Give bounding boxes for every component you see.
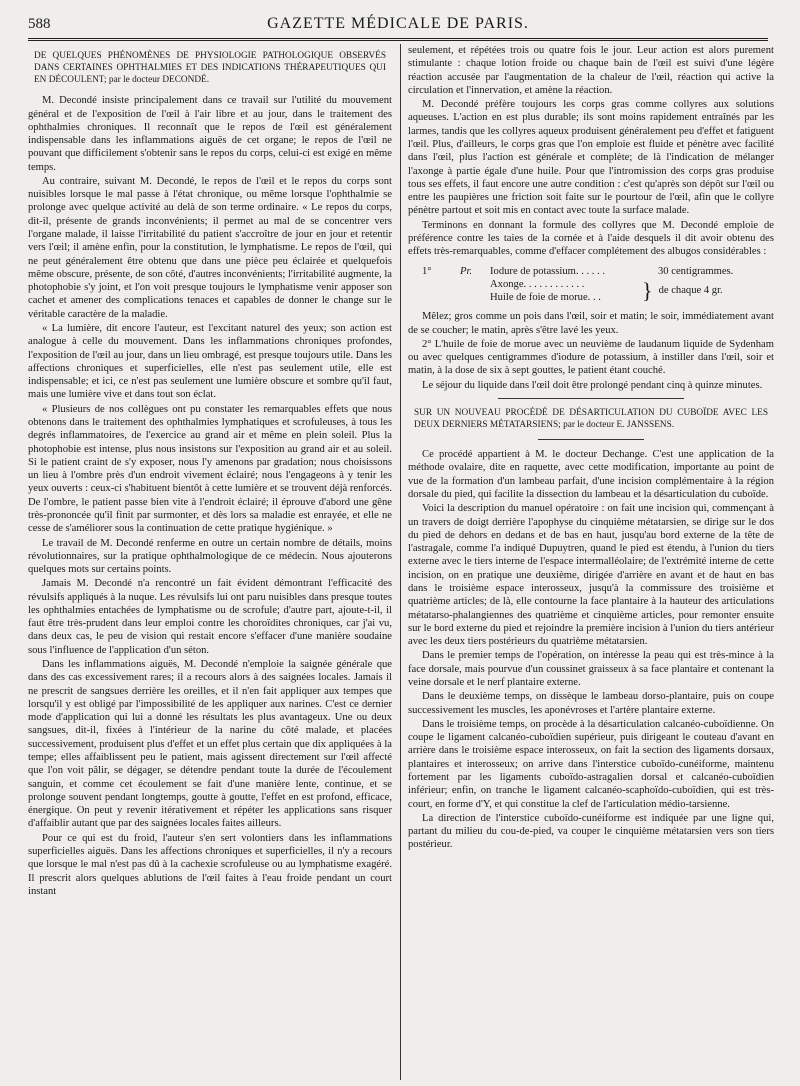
paragraph: Pour ce qui est du froid, l'auteur s'en sert volontiers dans les inflammations superficielles aiguës. Dans les affections chroniques et superficielles, il n'y a recours que lorsque le mal n'est pas dû à la cachexie scrofuleuse ou au lymphatisme exagéré. Il prescrit alors quelques ablutions de l'œil faites à l'eau froide pendant un court instant (28, 832, 392, 897)
formula-ingredient: Iodure de potassium. . . . . . (490, 265, 606, 277)
paragraph: « La lumière, dit encore l'auteur, est l'excitant naturel des yeux; son action est analogue à celle du mouvement. Dans les inflammations chroniques profondes, l'exposition de l'œil au jour, dans un lieu ombragé, est presque toujours utile. Dans les affections chroniques et superficielles, elle n'est pas seulement utile, elle est indispensable; et ici, ce n'est pas seulement une lumière obscure et sombre qu'il faut, mais une lumière vive et dans tout son éclat. (28, 323, 392, 401)
brace-symbol: } (642, 278, 653, 304)
header-rule (28, 38, 768, 41)
paragraph: Dans les inflammations aiguës, M. Decondé n'emploie la saignée générale que dans des cas excessivement rares; il a recours alors à des saignées locales. Jamais il ne prescrit de sangsues derrière les oreilles, et il n'en fait appliquer aux tempes que lorsqu'il y est obligé par l'impossibilité de les appliquer aux narines. C'est ce dernier mode d'application qui lui a donné les résultats les plus avantageux. Une ou deux sangsues, dit-il, fixées à l'intérieur de la narine du côté malade, et placées successivement, produisent plus d'effet et un effet plus certain que dix appliquées à la tempe; elles affaiblissent peu le patient, mais agissent directement sur l'œil affecté que l'on voit pâlir, se dégager, se détendre pendant toute la durée de l'écoulement sanguin, et comme cet écoulement se fait d'une manière lente, continue, et se prolonge souvent pendant longtemps, goutte à goutte, l'effet en est profond, efficace, énergique. On peut y revenir itérativement et répéter les applications sans risquer d'affaiblir autant que par des saignées locales faites ailleurs. (28, 659, 392, 830)
article-title-janssens: SUR UN NOUVEAU PROCÉDÉ DE DÉSARTICULATION DU CUBOÏDE AVEC LES DEUX DERNIERS MÉTATARSIENS; par le docteur E. JANSSENS. (414, 408, 768, 431)
formula-rx: Pr. (460, 265, 473, 277)
formula-number: 1° (422, 265, 432, 277)
paragraph: Dans le premier temps de l'opération, on intéresse la peau qui est très-mince à la face dorsale, mais pourvue d'un coussinet graisseux à sa face plantaire et contenant la veine dorsale et le nerf plantaire externe. (408, 650, 774, 688)
left-column (28, 44, 392, 1080)
prescription-formula (408, 265, 774, 305)
paragraph: Au contraire, suivant M. Decondé, le repos de l'œil et le repos du corps sont nuisibles lorsque le mal passe à l'état chronique, ou même lorsque l'ophthalmie se prolonge avec quelque activité au delà de son terme ordinaire. « Le repos du corps, dit-il, présente de grands inconvénients; il permet au mal de se concentrer vers l'organe malade, il laisse l'irritabilité du patient s'accroître de jour en jour et retentir vers l'œil; il amène enfin, pour la constitution, le lymphatisme. Le repos de l'œil, qui ne peut généralement être obtenu que dans une pièce peu éclairée et quelquefois même obscure, présente, de son côté, d'autres inconvénients; l'irritabilité augmente, la photophobie s'y joint, et l'on voit presque toujours le lymphatisme venir apposer son cachet et amener des complications tenaces et capables de donner le change sur le véritable caractère de la maladie. (28, 175, 392, 320)
title-underline (538, 439, 644, 440)
formula-ingredient: Huile de foie de morue. . . (490, 292, 601, 304)
paragraph: Dans le troisième temps, on procède à la désarticulation calcanéo-cuboïdienne. On coupe le ligament calcanéo-cuboïdien supérieur, puis dirigeant le couteau d'avant en arrière dans le troisième espace interosseux, on fait la section des ligaments dorsaux, plantaires et interosseux; on arrive dans l'interstice cuboïdo-cunéiforme, maintenu fortement par les ligaments cuboïdo-astragalien dorsal et calcanéo-cuboïdien inférieur; enfin, on tranche le ligament calcanéo-scaphoïdo-cuboïdien, qui est très-court, en forme d'Y, et qui constitue la clef de l'articulation médio-tarsienne. (408, 718, 774, 810)
paragraph: Dans le deuxième temps, on dissèque le lambeau dorso-plantaire, puis on coupe successivement les muscles, les aponévroses et l'artère plantaire externe. (408, 691, 774, 716)
page-number: 588 (28, 15, 51, 32)
article-title-decondé: DE QUELQUES PHÉNOMÈNES DE PHYSIOLOGIE PATHOLOGIQUE OBSERVÉS DANS CERTAINES OPHTHALMIES ET DES INDICATIONS THÉRAPEUTIQUES QUI EN DÉCOULENT; par le docteur DECONDÉ. (34, 51, 386, 86)
formula-ingredient: Axonge. . . . . . . . . . . . (490, 278, 585, 290)
paragraph: Ce procédé appartient à M. le docteur Dechange. C'est une application de la méthode ovalaire, dite en raquette, avec cette modification, importante au point de vue de la formation d'un lambeau parfait, d'une incision complémentaire à la région dorsale du pied, qui facilite la dissection du lambeau et la désarticulation du cuboïde. (408, 449, 774, 501)
paragraph: Mêlez; gros comme un pois dans l'œil, soir et matin; le soir, immédiatement avant de se coucher; le matin, après s'être lavé les yeux. (408, 311, 774, 336)
journal-title: GAZETTE MÉDICALE DE PARIS. (267, 15, 529, 32)
right-column (408, 44, 774, 1080)
paragraph: M. Decondé préfère toujours les corps gras comme collyres aux solutions aqueuses. L'action en est plus durable; ils sont moins rapidement entraînés par les larmes, tandis que les collyres aqueux produisent généralement peu d'effet et fatiguent l'œil. Plus, d'ailleurs, le corps gras que l'on emploie est fluide et pénètre avec facilité dans l'œil, plus l'action est générale et complète; de là l'indication de mélanger l'axonge à partie égale d'une huile. Pour que l'intromission des corps gras produise tous ses effets, il faut encore une autre condition : c'est qu'après son dépôt sur l'œil ou entre les paupières une friction soit faite sur le pourtour de l'œil, afin que le collyre pénètre partout et soit mis en contact avec toute la surface malade. (408, 99, 774, 217)
formula-dose: de chaque 4 gr. (658, 285, 723, 297)
paragraph: « Plusieurs de nos collègues ont pu constater les remarquables effets que nous obtenons dans le traitement des ophthalmies lymphatiques et scrofuleuses, à tous les degrés inflammatoires, de l'exercice au grand air et même en plein soleil. Plus la photophobie est intense, plus nous insistons sur l'exposition au grand air et au soleil. Si le patient craint de s'y exposer, nous l'y amenons par gradation; nous choisissons un lieu à l'ombre près d'un endroit vivement éclairé; nous l'engageons à y tenir les yeux ouverts : ceux-ci s'habituent bientôt à cette lumière et se trouvent déjà renforcés. De l'ombre, le patient passe bien vite à l'endroit éclairé; il éprouve d'abord une gêne très-prononcée qu'il finit par surmonter, et dès lors sa maladie est enrayée, et elle ne cesse de s'améliorer sous la continuation de cette pratique hygiénique. » (28, 403, 392, 535)
paragraph: seulement, et répétées trois ou quatre fois le jour. Leur action est alors purement stimulante : chaque lotion froide ou chaque bain de l'œil est suivi d'une légère réaction accusée par l'augmentation de la chaleur de l'œil, réaction qui active la circulation et l'innervation, et amène la réaction. (408, 45, 774, 96)
paragraph: La direction de l'interstice cuboïdo-cunéiforme est indiquée par une ligne qui, partant du milieu du cou-de-pied, va couper le cinquième métatarsien vers son tiers postérieur. (408, 812, 774, 851)
section-separator (498, 398, 684, 399)
page-header (28, 12, 768, 36)
paragraph: Terminons en donnant la formule des collyres que M. Decondé emploie de préférence contre les taies de la cornée et à l'aide desquels il dit avoir obtenu des effets très-remarquables, comme d'effacer complétement des albugos considérables : (408, 219, 774, 258)
paragraph: Voici la description du manuel opératoire : on fait une incision qui, commençant à un travers de doigt derrière l'apophyse du cinquième métatarsien, se dirige sur le dos du pied de dehors en dedans et de bas en haut, jusqu'au bord externe de la tête de l'astragale, comme l'a indiqué Dupuytren, quand le pied est étendu, à l'union du tiers externe avec le tiers interne de l'espace intermalléolaire; de l'extrémité interne de cette incision, on en pratique une deuxième, dirigée d'arrière en avant et de haut en bas dans le troisième espace interosseux, jusqu'à la commissure des troisième et quatrième articles; de là, elle contourne la face plantaire à la hauteur des articulations métatarso-phalangiennes des quatrième et cinquième articles, pour remonter ensuite sur le bord externe du pied et rejoindre la première incision à l'union du tiers antérieur avec les deux tiers postérieurs du quatrième métatarsien. (408, 503, 774, 648)
paragraph: Jamais M. Decondé n'a rencontré un fait évident démontrant l'efficacité des révulsifs appliqués à la nuque. Les révulsifs lui ont paru nuisibles dans presque toutes les ophthalmies entachées de lymphatisme ou de scrofule; d'autre part, ajoute-t-il, il faut être très-prudent dans leur emploi contre les choroïdites chroniques, car j'ai vu, dans deux cas, le peu de vision qui restait encore s'effacer d'une manière soudaine sous l'influence de l'application d'un séton. (28, 578, 392, 656)
paragraph: Le travail de M. Decondé renferme en outre un certain nombre de détails, moins révolutionnaires, sur la pratique ophthalmologique de ce médecin. Nous ajouterons quelques mots sur certains points. (28, 537, 392, 576)
column-divider (400, 44, 401, 1080)
formula-dose: 30 centigrammes. (658, 265, 734, 277)
paragraph: M. Decondé insiste principalement dans ce travail sur l'utilité du mouvement général et de l'exposition de l'œil à l'air libre et au jour, dans le traitement des ophthalmies chroniques. Il reconnaît que le repos de l'œil est généralement indispensable dans les inflammations aiguës de cet organe; le repos de l'œil ne pouvant que difficilement s'obtenir sans le repos du corps, celui-ci est exigé en même temps. (28, 95, 392, 173)
paragraph: 2° L'huile de foie de morue avec un neuvième de laudanum liquide de Sydenham ou avec quelques centigrammes d'iodure de potassium, à instiller dans l'œil, soir et matin, à la dose de six à sept gouttes, le patient étant couché. (408, 338, 774, 377)
paragraph: Le séjour du liquide dans l'œil doit être prolongé pendant cinq à quinze minutes. (422, 379, 763, 391)
